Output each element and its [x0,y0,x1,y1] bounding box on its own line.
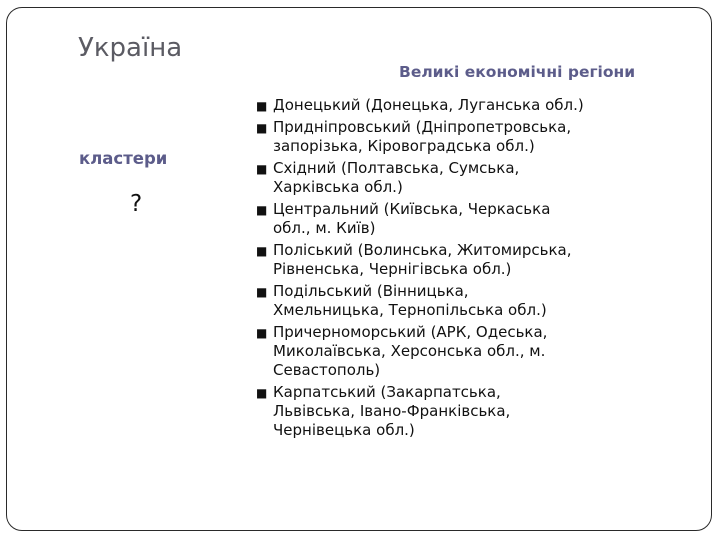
region-text-line: запорізька, Кіровоградська обл.) [273,137,535,155]
region-text-line: Карпатський (Закарпатська, [273,383,501,401]
slide-title: Україна [78,33,183,63]
region-text-line: Причерноморський (АРК, Одеська, [273,323,548,341]
bullet-icon: ■ [256,386,268,400]
region-text-line: Донецький (Донецька, Луганська обл.) [273,96,584,114]
bullet-icon: ■ [256,99,268,113]
region-item [256,241,696,279]
region-text-line: Центральний (Київська, Черкаська [273,200,551,218]
section-heading: Великі економічні регіони [399,63,636,81]
bullet-icon: ■ [256,162,268,176]
region-text-line: Придніпровський (Дніпропетровська, [273,118,572,136]
region-text-line: Миколаївська, Херсонська обл., м. [273,342,546,360]
bullet-icon: ■ [256,285,268,299]
bullet-icon: ■ [256,244,268,258]
bullet-icon: ■ [256,121,268,135]
region-item [256,383,696,440]
region-text-line: Львівська, Івано-Франківська, [273,402,511,420]
region-item [256,96,696,115]
region-text-line: Хмельницька, Тернопільська обл.) [273,301,547,319]
region-text-line: Подільський (Вінницька, [273,282,469,300]
region-item [256,159,696,197]
region-text-line: Поліський (Волинська, Житомирська, [273,241,572,259]
region-item [256,282,696,320]
region-text-line: Рівненська, Чернігівська обл.) [273,260,512,278]
region-text-line: Східний (Полтавська, Сумська, [273,159,520,177]
region-item [256,200,696,238]
region-item [256,118,696,156]
clusters-label: кластери [79,149,168,168]
region-text-line: обл., м. Київ) [273,219,376,237]
region-text-line: Чернівецька обл.) [273,421,415,439]
question-mark: ? [130,191,143,217]
regions-list [256,96,696,443]
region-text-line: Севастополь) [273,361,381,379]
bullet-icon: ■ [256,203,268,217]
region-text-line: Харківська обл.) [273,178,403,196]
region-item [256,323,696,380]
bullet-icon: ■ [256,326,268,340]
